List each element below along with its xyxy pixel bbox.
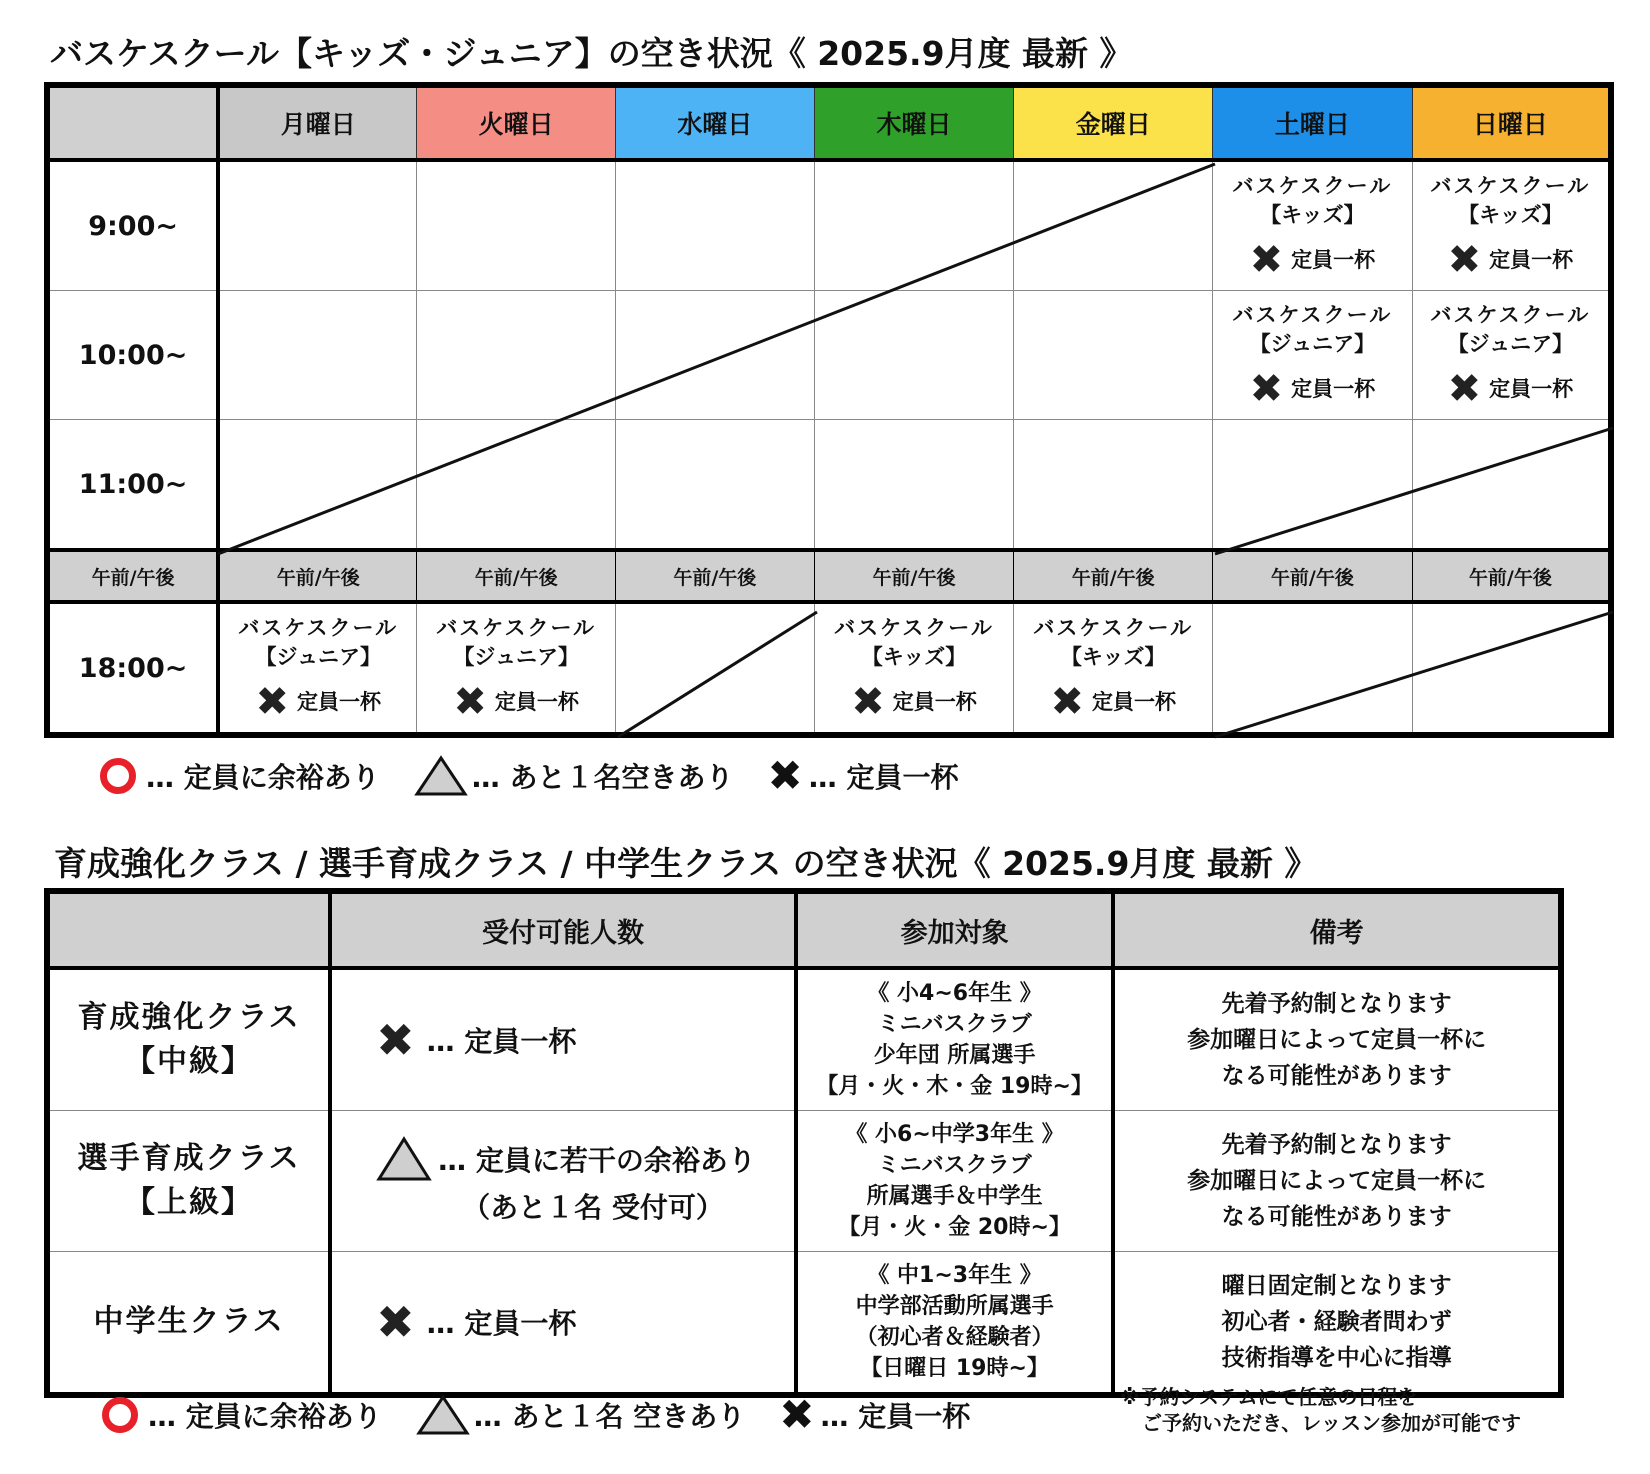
legend-full-text: … 定員一杯 [820, 1400, 971, 1433]
cell-empty [1213, 602, 1413, 735]
cell-empty [616, 420, 815, 551]
class-name [47, 1111, 330, 1252]
slot-status [1413, 366, 1608, 412]
corner-cell [47, 85, 218, 160]
ampm-label: 午前/午後 [1213, 550, 1413, 602]
ampm-label: 午前/午後 [814, 550, 1014, 602]
time-11: 11:00~ [47, 420, 218, 551]
circle-icon [102, 1397, 138, 1433]
slot-class-name: バスケスクール [1232, 303, 1393, 327]
target-line: 【日曜日 19時~】 [860, 1356, 1049, 1381]
cell-empty [814, 160, 1014, 291]
target-line: 少年団 所属選手 [873, 1043, 1036, 1068]
note-line: 曜日固定制となります [1221, 1273, 1452, 1299]
slot-class-name: バスケスクール [1033, 616, 1194, 640]
cell-empty [218, 420, 417, 551]
class-notes [1113, 1252, 1561, 1396]
cell-empty [218, 291, 417, 420]
slot-level: 【ジュニア】 [1447, 332, 1574, 356]
legend-bottom [102, 1390, 1004, 1439]
slot-level: 【ジュニア】 [255, 645, 382, 669]
target-line: 《 小4~6年生 》 [867, 981, 1042, 1006]
class-name-line: 選手育成クラス [77, 1141, 301, 1176]
class-target [796, 1111, 1113, 1252]
legend-one-left [414, 755, 734, 797]
target-line: 中学部活動所属選手 [855, 1294, 1054, 1319]
target-line: 《 中1~3年生 》 [867, 1263, 1042, 1288]
reservation-note [1120, 1384, 1521, 1436]
legend-one-left-text: … あと１名空きあり [471, 761, 734, 794]
triangle-icon [376, 1136, 432, 1182]
class-capacity [330, 1111, 796, 1252]
class-name [47, 968, 330, 1111]
class-row [47, 1111, 1561, 1252]
slot-status [220, 679, 416, 725]
legend-available-text: … 定員に余裕あり [146, 761, 380, 794]
class-name-line: 【中級】 [125, 1044, 254, 1079]
target-line: 【月・火・木・金 19時~】 [816, 1074, 1093, 1099]
legend-full-text: … 定員一杯 [808, 761, 959, 794]
ampm-label: 午前/午後 [47, 550, 218, 602]
x-icon: ✖ [851, 679, 885, 725]
ampm-label: 午前/午後 [417, 550, 616, 602]
x-icon: ✖ [779, 1390, 815, 1439]
note-line: 技術指導を中心に指導 [1221, 1345, 1452, 1371]
cell-empty [1213, 420, 1413, 551]
capacity-text: … 定員一杯 [426, 1025, 577, 1058]
note-line: 先着予約制となります [1221, 1132, 1452, 1158]
cell-empty [1014, 420, 1213, 551]
slot-level: 【ジュニア】 [1249, 332, 1376, 356]
legend-full [767, 751, 959, 800]
cell-empty [1014, 291, 1213, 420]
note-line: 先着予約制となります [1221, 991, 1452, 1017]
x-icon: ✖ [767, 751, 803, 800]
slot-status-text: 定員一杯 [1091, 689, 1176, 714]
slot-status-text: 定員一杯 [1291, 247, 1376, 272]
classes-header-blank [47, 891, 330, 968]
slot-mon-18 [218, 602, 417, 735]
note-line: 初心者・経験者問わず [1221, 1309, 1452, 1335]
slot-fri-18 [1014, 602, 1213, 735]
legend-one-left-text: … あと１名 空きあり [473, 1400, 746, 1433]
class-target [796, 1252, 1113, 1396]
capacity-text: … 定員一杯 [426, 1307, 577, 1340]
cell-empty [814, 291, 1014, 420]
slot-status [1213, 366, 1412, 412]
day-header-tue: 火曜日 [417, 85, 616, 160]
x-icon: ✖ [1249, 366, 1284, 412]
cell-empty [417, 291, 616, 420]
ampm-label: 午前/午後 [1412, 550, 1611, 602]
x-icon: ✖ [376, 1013, 415, 1067]
classes-header-notes: 備考 [1113, 891, 1561, 968]
slot-sat-9 [1213, 160, 1413, 291]
cell-empty [616, 602, 815, 735]
slot-status-text: 定員一杯 [892, 689, 977, 714]
target-line: 【月・火・金 20時~】 [838, 1215, 1071, 1240]
target-line: ミニバスクラブ [877, 1012, 1032, 1037]
slot-level: 【ジュニア】 [453, 645, 579, 669]
x-icon: ✖ [1050, 679, 1084, 725]
x-icon: ✖ [376, 1295, 415, 1349]
cell-empty [1412, 602, 1611, 735]
ampm-label: 午前/午後 [218, 550, 417, 602]
target-line: （初心者＆経験者） [855, 1325, 1054, 1350]
class-name-line: 【上級】 [125, 1185, 254, 1220]
slot-sun-9 [1412, 160, 1611, 291]
cell-empty [417, 160, 616, 291]
slot-sat-10 [1213, 291, 1413, 420]
schedule-table [44, 82, 1614, 738]
legend-available [102, 1395, 382, 1435]
class-target [796, 968, 1113, 1111]
slot-status [815, 679, 1014, 725]
slot-class-name: バスケスクール [238, 616, 399, 640]
cell-empty [1412, 420, 1611, 551]
class-row [47, 968, 1561, 1111]
circle-icon [100, 758, 136, 794]
slot-status [1014, 679, 1212, 725]
slot-level: 【キッズ】 [1458, 203, 1563, 227]
day-header-fri: 金曜日 [1014, 85, 1213, 160]
day-header-mon: 月曜日 [218, 85, 417, 160]
slot-status-text: 定員一杯 [1489, 376, 1574, 401]
class-notes [1113, 1111, 1561, 1252]
note-line: なる可能性があります [1221, 1063, 1452, 1089]
class-notes [1113, 968, 1561, 1111]
slot-class-name: バスケスクール [834, 616, 994, 640]
class-name [47, 1252, 330, 1396]
legend-full [779, 1390, 971, 1439]
day-header-sat: 土曜日 [1213, 85, 1413, 160]
slot-thu-18 [814, 602, 1014, 735]
ampm-label: 午前/午後 [1014, 550, 1213, 602]
slot-status-text: 定員一杯 [1489, 247, 1574, 272]
classes-header-capacity: 受付可能人数 [330, 891, 796, 968]
classes-header-target: 参加対象 [796, 891, 1113, 968]
target-line: 所属選手＆中学生 [866, 1184, 1043, 1209]
x-icon: ✖ [255, 679, 290, 725]
x-icon: ✖ [1447, 366, 1482, 412]
slot-sun-10 [1412, 291, 1611, 420]
class-capacity [330, 1252, 796, 1396]
classes-table [44, 888, 1564, 1398]
slot-class-name: バスケスクール [436, 616, 597, 640]
reservation-note-line: ご予約いただき、レッスン参加が可能です [1142, 1411, 1521, 1435]
ampm-label: 午前/午後 [616, 550, 815, 602]
triangle-icon [416, 1394, 470, 1436]
slot-class-name: バスケスクール [1232, 174, 1393, 198]
slot-status-text: 定員一杯 [494, 689, 579, 714]
time-18: 18:00~ [47, 602, 218, 735]
cell-empty [1014, 160, 1213, 291]
note-line: なる可能性があります [1221, 1204, 1452, 1230]
cell-empty [814, 420, 1014, 551]
target-line: ミニバスクラブ [877, 1153, 1032, 1178]
slot-class-name: バスケスクール [1430, 174, 1591, 198]
class-name-line: 育成強化クラス [77, 1000, 301, 1035]
legend-available-text: … 定員に余裕あり [148, 1400, 382, 1433]
x-icon: ✖ [453, 679, 487, 725]
slot-status [1213, 237, 1412, 283]
class-capacity [330, 968, 796, 1111]
capacity-text: … 定員に若干の余裕あり [438, 1144, 756, 1177]
slot-status [1413, 237, 1608, 283]
class-name-line: 中学生クラス [93, 1304, 285, 1339]
legend-available [100, 756, 380, 796]
reservation-note-line: ※予約システムにて任意の日程を [1120, 1385, 1418, 1409]
slot-level: 【キッズ】 [1060, 645, 1166, 669]
note-line: 参加曜日によって定員一杯に [1187, 1168, 1487, 1194]
schedule-title: バスケスクール【キッズ・ジュニア】の空き状況《 2025.9月度 最新 》 [50, 34, 1133, 73]
day-header-sun: 日曜日 [1412, 85, 1611, 160]
triangle-icon [414, 755, 468, 797]
slot-status [417, 679, 615, 725]
day-header-thu: 木曜日 [814, 85, 1014, 160]
slot-class-name: バスケスクール [1430, 303, 1591, 327]
x-icon: ✖ [1249, 237, 1284, 283]
note-line: 参加曜日によって定員一杯に [1187, 1027, 1487, 1053]
legend-top [100, 751, 992, 800]
capacity-text: （あと１名 受付可） [462, 1191, 724, 1224]
classes-title: 育成強化クラス / 選手育成クラス / 中学生クラス の空き状況《 2025.9月度 最新 》 [54, 844, 1318, 883]
slot-tue-18 [417, 602, 616, 735]
slot-status-text: 定員一杯 [297, 689, 382, 714]
time-9: 9:00~ [47, 160, 218, 291]
slot-level: 【キッズ】 [1260, 203, 1365, 227]
slot-level: 【キッズ】 [861, 645, 967, 669]
slot-status-text: 定員一杯 [1291, 376, 1376, 401]
time-10: 10:00~ [47, 291, 218, 420]
target-line: 《 小6~中学3年生 》 [845, 1122, 1064, 1147]
cell-empty [218, 160, 417, 291]
x-icon: ✖ [1447, 237, 1482, 283]
cell-empty [616, 160, 815, 291]
legend-one-left [416, 1394, 746, 1436]
cell-empty [417, 420, 616, 551]
cell-empty [616, 291, 815, 420]
day-header-wed: 水曜日 [616, 85, 815, 160]
class-row [47, 1252, 1561, 1396]
